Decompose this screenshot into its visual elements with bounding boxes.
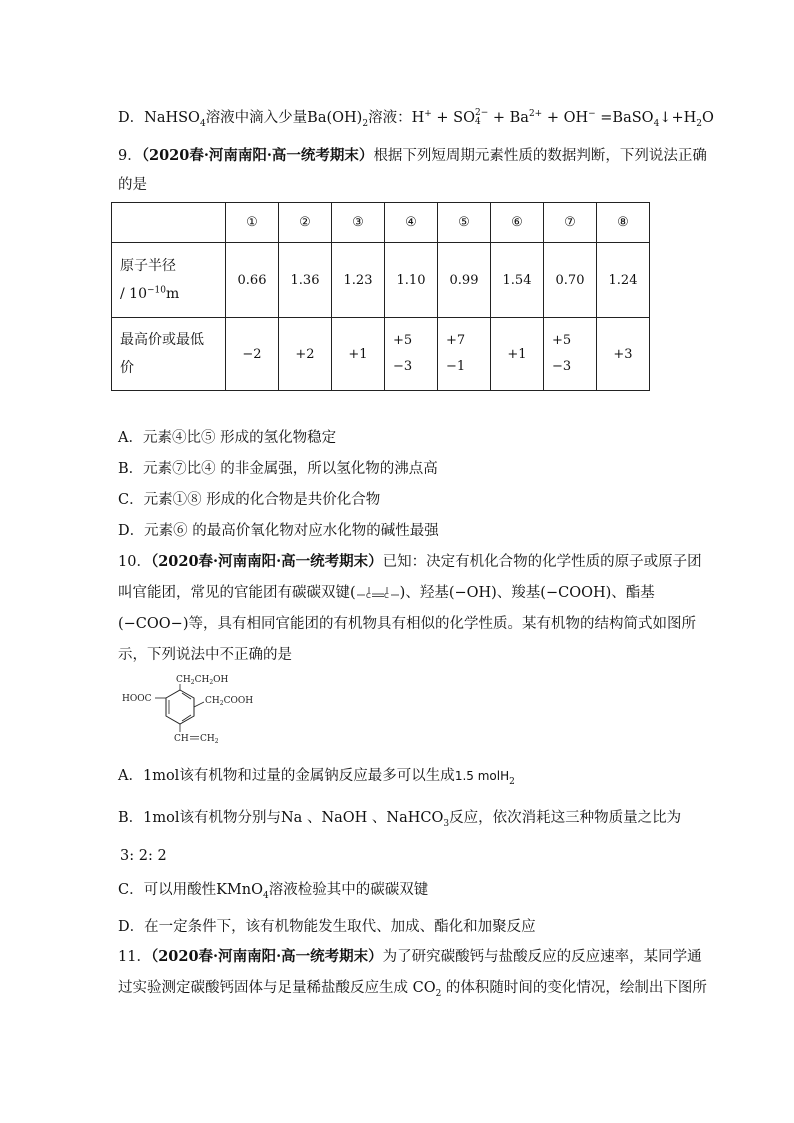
- q10-option-d: D．在一定条件下，该有机物能发生取代、加成、酯化和加聚反应: [118, 919, 536, 935]
- table-cell: 1.23: [332, 243, 385, 318]
- table-header-cell: ⑦: [544, 203, 597, 243]
- table-cell: 1.36: [279, 243, 332, 318]
- table-header-cell: ⑧: [597, 203, 650, 243]
- q10-option-b: [118, 808, 681, 828]
- table-cell: 1.24: [597, 243, 650, 318]
- q11-stem-line2: [118, 978, 707, 998]
- table-header-cell: ⑤: [438, 203, 491, 243]
- superscript: −: [588, 109, 596, 120]
- superscript: 2+: [528, 109, 543, 120]
- valence-value: +5: [552, 333, 572, 348]
- table-cell: 1.10: [385, 243, 438, 318]
- substituent-right: $CH_2COOH$: [205, 696, 254, 707]
- valence-value: −3: [552, 359, 572, 374]
- formula-text: 1.5 molH: [454, 769, 510, 783]
- q10-stem-line3: (−COO−)等，具有相同官能团的有机物具有相似的化学性质。某有机物的结构简式如图所: [118, 616, 696, 632]
- option-text: 溶液检验其中的碳碳双键: [268, 882, 429, 898]
- table-header-cell: ④: [385, 203, 438, 243]
- table-header-cell: ⑥: [491, 203, 544, 243]
- formula-text: 溶液中滴入少量Ba(OH): [205, 110, 363, 126]
- formula-text: 溶液：H: [368, 110, 425, 126]
- carbon-double-bond-icon: [356, 586, 400, 600]
- formula-text: =BaSO: [595, 110, 654, 126]
- table-cell: [438, 318, 491, 391]
- q10-stem-line1: [118, 552, 702, 572]
- table-row: [112, 318, 650, 391]
- row-label-text: 最高价或最低: [120, 332, 204, 348]
- substituent-bottom-tail: $CH_2$: [200, 734, 219, 745]
- valence-value: −1: [446, 359, 466, 374]
- structural-formula: [118, 672, 268, 752]
- table-row-label: [112, 243, 226, 318]
- formula-text: O: [701, 110, 714, 126]
- valence-value: −2: [242, 346, 262, 362]
- q9-option-b: B．元素⑦比④ 的非金属强，所以氢化物的沸点高: [118, 461, 438, 477]
- valence-value: +2: [295, 346, 315, 362]
- subscript: 4: [263, 890, 269, 901]
- table-header-cell: ③: [332, 203, 385, 243]
- svg-text:C: C: [383, 592, 389, 600]
- formula-text: NaHSO: [144, 110, 200, 126]
- option-text: A．1mol该有机物和过量的金属钠反应最多可以生成: [118, 768, 455, 784]
- row-label-text: 价: [120, 360, 134, 376]
- substituent-top: $CH_2CH_2OH$: [176, 675, 229, 686]
- option-text: 反应，依次消耗这三种物质量之比为: [449, 810, 682, 826]
- svg-text:C: C: [365, 592, 371, 600]
- valence-value: +1: [348, 346, 368, 362]
- formula-text: + OH: [542, 110, 589, 126]
- subscript: 2: [362, 118, 369, 129]
- substituent-bottom: CH: [174, 734, 189, 744]
- table-row: [112, 243, 650, 318]
- q8-option-d: [118, 108, 714, 128]
- formula-text: + Ba: [488, 110, 529, 126]
- question-stem: 叫官能团，常见的官能团有碳碳双键(: [118, 585, 356, 601]
- subscript: 4: [653, 118, 660, 129]
- formula-text: ↓+H: [659, 110, 697, 126]
- table-header-cell: ①: [226, 203, 279, 243]
- question-number: 10．: [118, 554, 151, 570]
- subscript: 4: [474, 117, 481, 127]
- question-stem: 根据下列短周期元素性质的数据判断，下列说法正确: [373, 148, 707, 164]
- question-source: （2020春·河南南阳·高一统考期末）: [150, 553, 383, 570]
- substituent-left: HOOC: [122, 694, 152, 704]
- question-stem: )、羟基(−OH)、羧基(−COOH)、酯基: [399, 585, 655, 601]
- superscript: 2−: [474, 108, 489, 118]
- table-header-cell: ②: [279, 203, 332, 243]
- table-cell: 0.99: [438, 243, 491, 318]
- q9-stem-line1: [118, 146, 707, 166]
- valence-value: +3: [613, 346, 633, 362]
- table-cell: [491, 318, 544, 391]
- table-cell: [332, 318, 385, 391]
- superscript: +: [424, 109, 432, 120]
- q11-stem-line1: [118, 947, 702, 967]
- table-cell: [226, 318, 279, 391]
- option-label: D．: [118, 110, 145, 126]
- unit-text: / 10: [120, 286, 147, 302]
- superscript: −10: [146, 285, 166, 296]
- table-cell: [279, 318, 332, 391]
- table-cell: 0.66: [226, 243, 279, 318]
- q9-option-a: A．元素④比⑤ 形成的氢化物稳定: [118, 430, 337, 446]
- valence-value: +5: [393, 333, 413, 348]
- option-text: C．可以用酸性KMnO: [118, 882, 263, 898]
- table-cell: [385, 318, 438, 391]
- unit-text: m: [165, 286, 180, 302]
- q10-option-a: [118, 766, 515, 786]
- q10-stem-line2: [118, 583, 655, 603]
- question-stem: 为了研究碳酸钙与盐酸反应的反应速率，某同学通: [382, 949, 702, 965]
- q9-option-d: D．元素⑥ 的最高价氧化物对应水化物的碱性最强: [118, 523, 439, 539]
- valence-value: +7: [446, 333, 466, 348]
- subscript: 2: [696, 118, 702, 129]
- question-number: 9．: [118, 148, 142, 164]
- table-cell: [597, 318, 650, 391]
- table-cell: 0.70: [544, 243, 597, 318]
- formula-text: + SO: [431, 110, 475, 126]
- element-data-table: [111, 202, 650, 391]
- table-header-cell: [112, 203, 226, 243]
- question-stem: 过实验测定碳酸钙固体与足量稀盐酸反应生成 CO: [118, 980, 436, 996]
- subscript: 3: [443, 818, 450, 829]
- valence-value: +1: [507, 346, 527, 362]
- q9-option-c: C．元素①⑧ 形成的化合物是共价化合物: [118, 492, 381, 508]
- question-stem: 已知：决定有机化合物的化学性质的原子或原子团: [382, 554, 702, 570]
- table-row-label: [112, 318, 226, 391]
- subscript: 2: [435, 988, 442, 999]
- question-stem: 的是: [118, 177, 147, 193]
- q10-option-b-ratio: 3: 2: 2: [120, 848, 167, 864]
- option-text: B．1mol该有机物分别与Na 、NaOH 、NaHCO: [118, 810, 444, 826]
- subscript: 2: [509, 776, 515, 787]
- row-label-text: 原子半径: [120, 258, 176, 274]
- question-source: （2020春·河南南阳·高一统考期末）: [150, 948, 383, 965]
- question-stem: 的体积随时间的变化情况，绘制出下图所: [441, 980, 707, 996]
- table-header-row: [112, 203, 650, 243]
- question-number: 11．: [118, 949, 151, 965]
- row-label-unit: [120, 280, 225, 308]
- subscript: 4: [199, 118, 206, 129]
- table-cell: [544, 318, 597, 391]
- question-source: （2020春·河南南阳·高一统考期末）: [141, 147, 374, 164]
- q9-stem-line2: [118, 175, 147, 195]
- q10-option-c: [118, 880, 428, 900]
- valence-value: −3: [393, 359, 413, 374]
- table-cell: 1.54: [491, 243, 544, 318]
- q10-stem-line4: 示，下列说法中不正确的是: [118, 647, 292, 663]
